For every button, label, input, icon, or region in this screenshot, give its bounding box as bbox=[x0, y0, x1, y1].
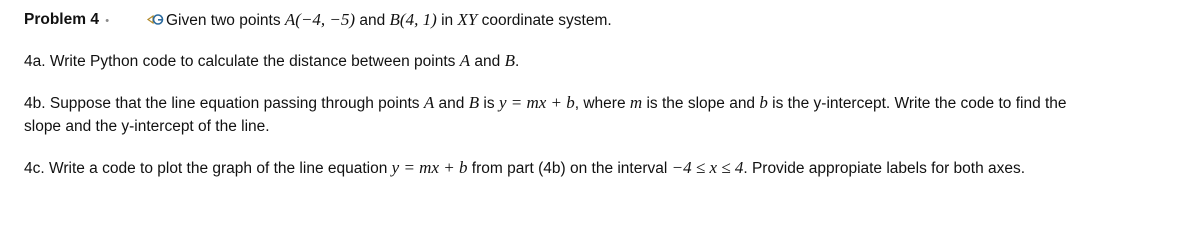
var-b-intercept: b bbox=[759, 93, 768, 112]
logo-icon bbox=[145, 12, 165, 33]
intro-and: and bbox=[355, 12, 390, 29]
problem-header bbox=[24, 10, 109, 31]
intro-in: in bbox=[436, 12, 458, 29]
part-4c bbox=[24, 158, 1025, 179]
problem-intro bbox=[145, 10, 612, 33]
point-a: A(−4, −5) bbox=[284, 10, 356, 29]
line-equation: y = mx + b bbox=[391, 158, 468, 177]
part-4b-where: , where bbox=[574, 95, 630, 112]
part-4b-start: 4b. Suppose that the line equation passing through points bbox=[24, 95, 424, 112]
var-a: A bbox=[423, 93, 435, 112]
part-4b-and: and bbox=[434, 95, 469, 112]
coordinate-system-name: XY bbox=[457, 10, 478, 29]
intro-text-after: coordinate system. bbox=[477, 12, 612, 29]
intro-text-before: Given two points bbox=[166, 12, 285, 29]
line-equation: y = mx + b bbox=[498, 93, 575, 112]
part-4b-line2-text: slope and the y-intercept of the line. bbox=[24, 118, 270, 135]
part-4a-and: and bbox=[470, 53, 505, 70]
var-b: B bbox=[468, 93, 480, 112]
interval: −4 ≤ x ≤ 4 bbox=[671, 158, 744, 177]
part-4b-line1 bbox=[24, 93, 1067, 114]
part-4a bbox=[24, 51, 519, 72]
part-4b-is: is bbox=[479, 95, 499, 112]
var-b: B bbox=[504, 51, 515, 70]
var-m: m bbox=[629, 93, 643, 112]
bullet-icon: • bbox=[105, 15, 110, 27]
part-4b-slope-text: is the slope and bbox=[642, 95, 760, 112]
part-4b-line2 bbox=[24, 117, 270, 137]
part-4a-end: . bbox=[514, 53, 520, 70]
var-a: A bbox=[459, 51, 471, 70]
part-4c-from-part: from part (4b) on the interval bbox=[467, 160, 672, 177]
part-4c-end: . Provide appropiate labels for both axes. bbox=[743, 160, 1026, 177]
part-4a-text: 4a. Write Python code to calculate the distance between points bbox=[24, 53, 460, 70]
part-4b-intercept-text: is the y-intercept. Write the code to find the bbox=[767, 95, 1067, 112]
part-4c-start: 4c. Write a code to plot the graph of the line equation bbox=[24, 160, 392, 177]
point-b: B(4, 1) bbox=[389, 10, 437, 29]
problem-label: Problem 4 bbox=[24, 11, 99, 28]
